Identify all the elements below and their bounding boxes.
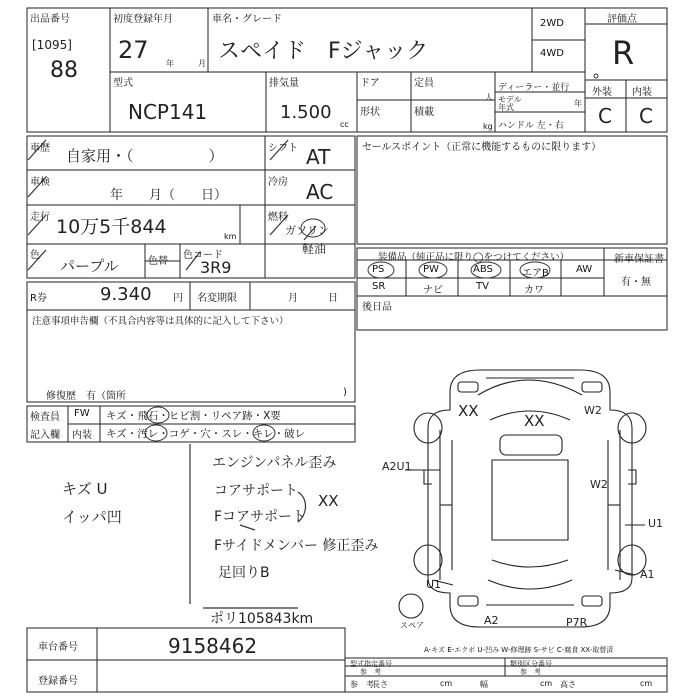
load-unit: kg <box>483 122 493 131</box>
aircon-label: 冷房 <box>268 177 288 188</box>
mileage-label: 走行 <box>30 212 50 223</box>
later-items-label: 後日品 <box>362 302 392 313</box>
month-unit: 月 <box>198 59 206 68</box>
equip-airbag: エアB <box>522 268 549 279</box>
type-cert-label: 型式指定番号 <box>350 660 392 668</box>
registration-label: 登録番号 <box>38 676 78 687</box>
sales-point-label: セールスポイント（正常に機能するものに限ります） <box>362 142 602 153</box>
model-year-unit: 年 <box>574 99 582 108</box>
mark-p7r: P7R <box>566 616 588 629</box>
type-value: NCP141 <box>128 100 208 124</box>
rating-label: 評価点 <box>607 14 637 25</box>
mark-xx-left: XX <box>458 402 479 420</box>
shape-label: 形状 <box>360 107 380 118</box>
handwritten-left-1: キズ U <box>62 480 108 498</box>
displacement-label: 排気量 <box>269 78 299 89</box>
mark-a1: A1 <box>640 568 655 581</box>
height-label: 高さ <box>560 680 576 689</box>
type-cert-ref: 参 考 <box>360 668 381 676</box>
lot-code: [1095] <box>32 38 72 52</box>
interior-items: キズ・汚レ・コゲ・穴・スレ・キレ・破レ <box>106 428 306 440</box>
model-year-label-1: モデル <box>498 95 522 104</box>
lot-number-label: 出品番号 <box>30 14 70 25</box>
handwritten-line-4: Fサイドメンバー 修正歪み <box>214 538 379 554</box>
color-change-label: 色替 <box>148 256 168 267</box>
mileage-value: 10万5千844 <box>56 216 167 238</box>
equip-ps: PS <box>372 264 385 275</box>
handwritten-line-3: Fコアサポート <box>214 509 307 525</box>
inspection-label: 車検 <box>30 177 50 188</box>
color-code-value: 3R9 <box>200 258 232 277</box>
chassis-value: 9158462 <box>168 634 258 658</box>
lot-number: 88 <box>50 58 78 83</box>
handle-label: ハンドル 左・右 <box>498 121 564 131</box>
mark-u1-left: U1 <box>426 578 442 591</box>
fuel-diesel: 軽油 <box>302 242 327 256</box>
warranty-value: 有・無 <box>621 277 651 288</box>
equip-abs: ABS <box>473 264 493 275</box>
year-unit: 年 <box>166 59 174 68</box>
height-unit: cm <box>640 679 653 688</box>
handwritten-line-6: ポリ105843km <box>210 611 314 627</box>
color-label: 色 <box>30 250 40 261</box>
recycle-value: 9.340 <box>100 284 152 305</box>
repair-history-close: ) <box>343 387 347 398</box>
capacity-unit: 人 <box>485 93 493 102</box>
fw-items: キズ・飛石・ヒビ割・リペア跡・X要 <box>106 410 281 422</box>
length-unit: cm <box>440 679 453 688</box>
color-value: パープル <box>60 257 119 275</box>
capacity-label: 定員 <box>414 78 434 89</box>
first-registration-year: 27 <box>118 36 149 64</box>
name-change-label: 名変期限 <box>197 293 237 304</box>
mark-u1-right: U1 <box>648 517 664 530</box>
equip-aw: AW <box>576 264 593 275</box>
drive-4wd: 4WD <box>540 48 564 59</box>
length-label: 長さ <box>372 680 388 689</box>
equipment-label: 装備品（純正品に限り◯をつけてください） <box>378 252 570 263</box>
equip-sr: SR <box>372 281 386 292</box>
class-label: 類別区分番号 <box>510 660 552 668</box>
door-label: ドア <box>360 78 380 89</box>
handwritten-left-2: イッパ凹 <box>62 508 122 526</box>
handwritten-line-2: コアサポート <box>214 483 298 499</box>
exterior-grade: C <box>598 104 612 128</box>
color-code-label: 色コード <box>183 250 223 261</box>
history-value: 自家用・（ ） <box>66 147 224 165</box>
mark-a2: A2 <box>484 614 499 627</box>
inspection-value: 年 月（ 日） <box>110 188 228 203</box>
width-label: 幅 <box>480 680 488 689</box>
damage-legend: A-キズ E-エクボ U-凹み W-修理跡 S-サビ C-腐食 XX-取替済 <box>424 646 614 654</box>
exterior-label: 外装 <box>592 87 612 98</box>
recycle-unit: 円 <box>173 293 183 304</box>
fuel-gasoline: ガソリン <box>285 224 329 237</box>
displacement-value: 1.500 <box>280 102 332 123</box>
class-ref: 参 考 <box>520 668 541 676</box>
repair-history-label: 修復歴 有（箇所 <box>46 391 126 402</box>
first-registration-label: 初度登録年月 <box>113 14 173 25</box>
handwritten-line-5: 足回りB <box>218 565 270 581</box>
warranty-label: 新車保証書 <box>614 254 664 265</box>
rating-value: R <box>612 34 635 72</box>
mark-w2-top: W2 <box>584 404 602 417</box>
handwritten-bracket-note: XX <box>318 492 339 510</box>
dealer-label: ディーラー・並行 <box>498 83 570 93</box>
width-unit: cm <box>540 679 553 688</box>
model-name: スペイド Fジャック <box>218 39 429 64</box>
mileage-unit: km <box>224 232 237 241</box>
equip-pw: PW <box>423 264 439 275</box>
handwritten-line-1: エンジンパネル歪み <box>212 455 337 471</box>
equip-tv: TV <box>476 281 489 292</box>
mark-xx-center: XX <box>524 412 545 430</box>
chassis-label: 車台番号 <box>38 642 78 653</box>
interior-grade: C <box>639 104 653 128</box>
shift-label: シフト <box>268 143 298 154</box>
mark-w2-side: W2 <box>590 478 608 491</box>
fuel-label: 燃料 <box>268 212 288 223</box>
drive-2wd: 2WD <box>540 18 564 29</box>
inspector-label-2: 記入欄 <box>30 430 60 441</box>
interior-row-label: 内装 <box>72 430 92 441</box>
notes-label: 注意事項申告欄（不具合内容等は具体的に記入して下さい） <box>32 316 289 327</box>
recycle-label: R券 <box>30 293 47 304</box>
load-label: 積載 <box>414 107 434 118</box>
history-label: 車歴 <box>30 143 50 154</box>
model-grade-label: 車名・グレード <box>212 14 282 25</box>
equip-leather: カワ <box>524 285 544 296</box>
name-change-value: 月 日 <box>288 293 338 304</box>
fw-label: FW <box>74 408 90 419</box>
shift-value: AT <box>306 145 331 169</box>
interior-label: 内装 <box>632 87 652 98</box>
displacement-unit: cc <box>340 120 349 129</box>
mark-a2u1: A2U1 <box>382 460 412 473</box>
equip-navi: ナビ <box>423 285 443 296</box>
type-label: 型式 <box>113 78 133 89</box>
spare-label: スペア <box>400 621 424 630</box>
inspector-label-1: 検査員 <box>30 412 60 423</box>
aircon-value: AC <box>306 180 334 204</box>
model-year-label-2: 年式 <box>498 103 514 112</box>
ref-label-bottom: 参 考 <box>350 680 374 689</box>
